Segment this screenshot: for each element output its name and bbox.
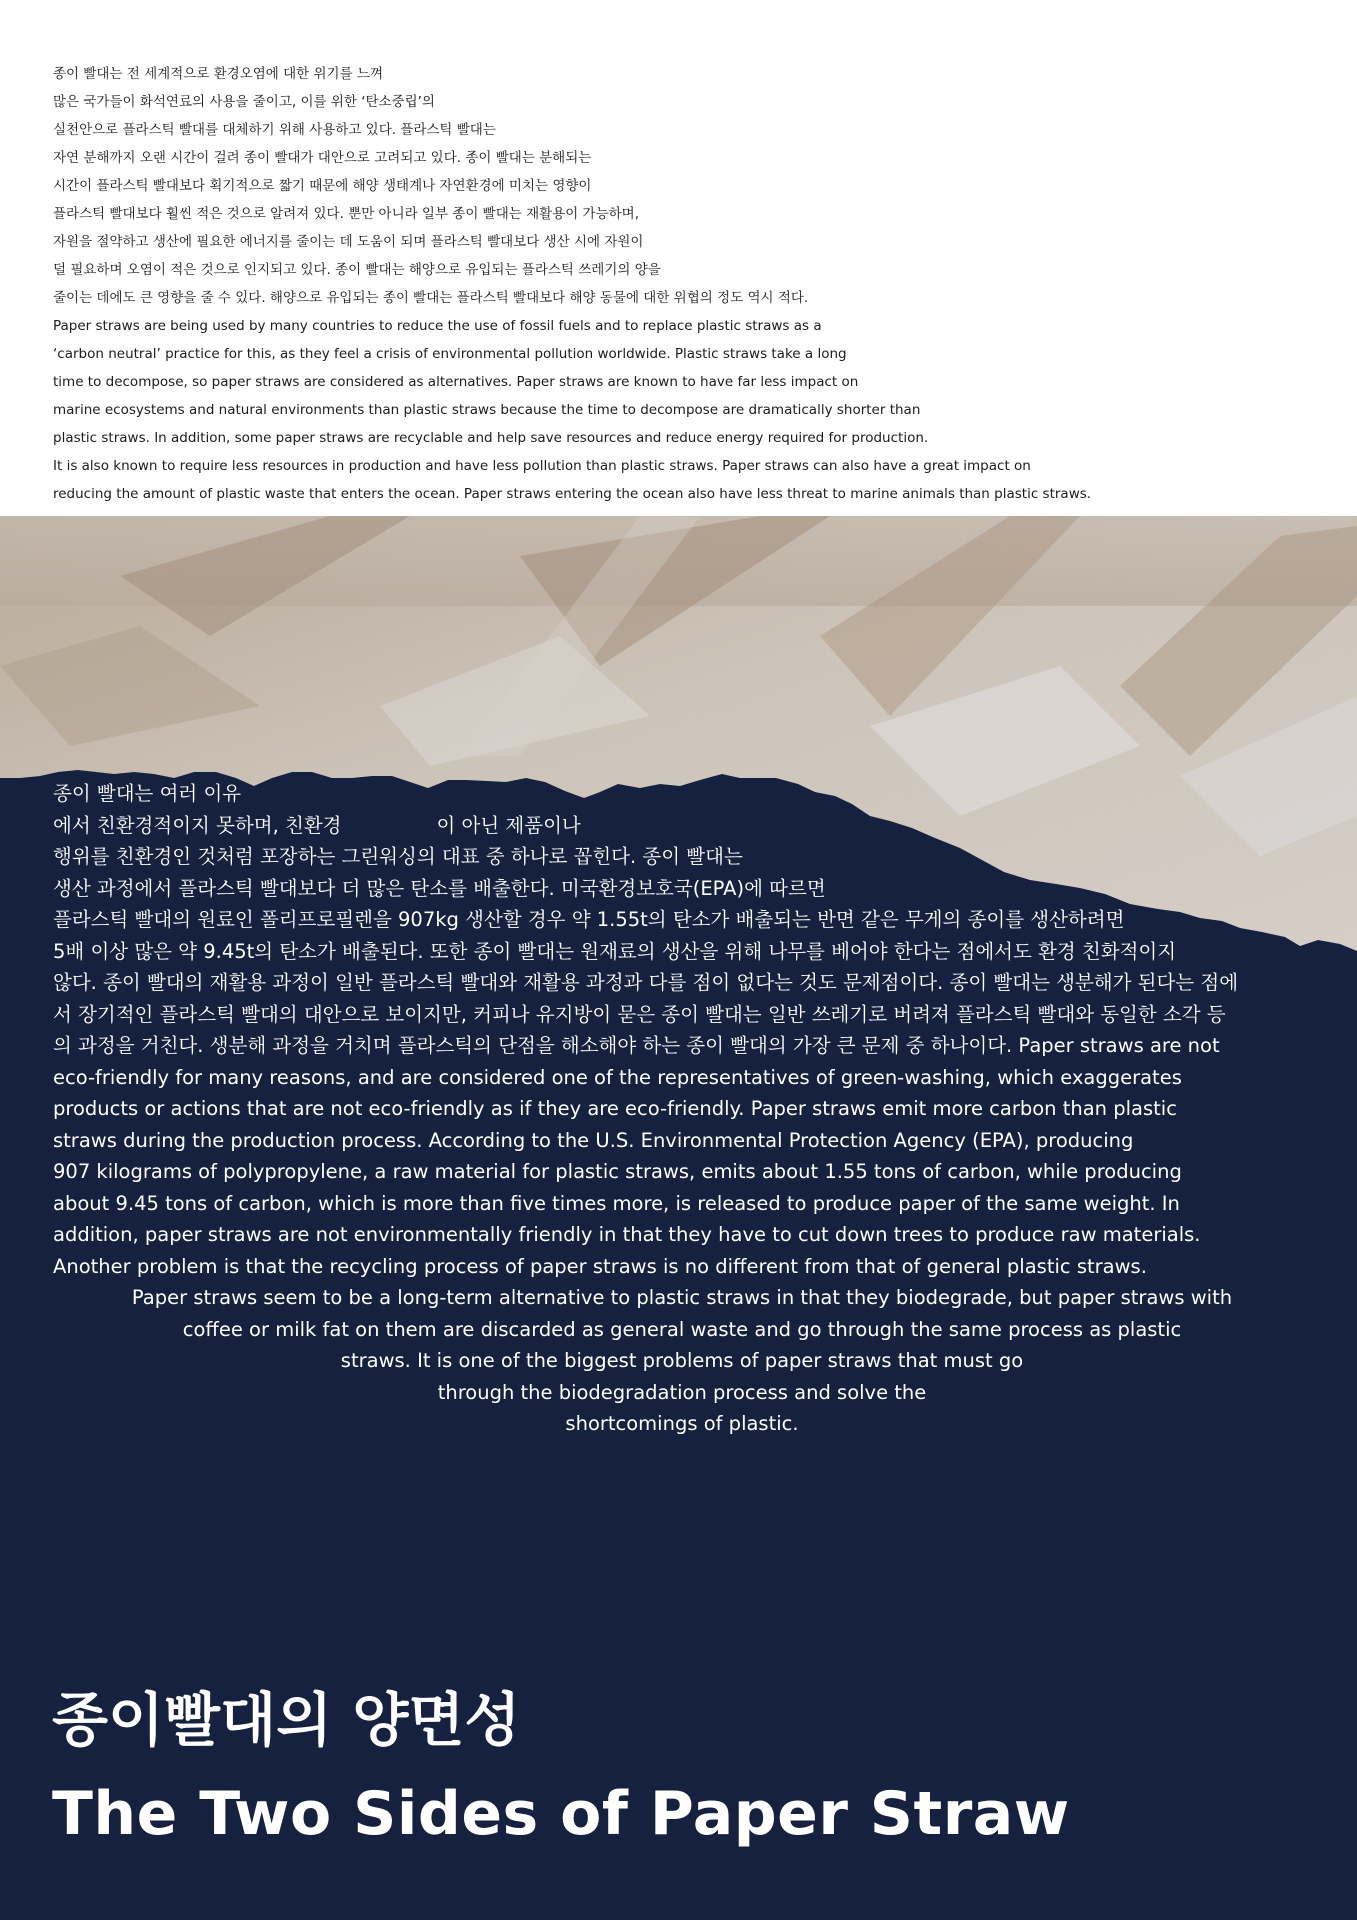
body-line-centered: through the biodegradation process and solve the: [437, 1380, 927, 1404]
body-line: 플라스틱 빨대의 원료인 폴리프로필렌을 907kg 생산할 경우 약 1.55t의 탄소가 배출되는 반면 같은 무게의 종이를 생산하려면: [53, 908, 1125, 931]
body-line: Another problem is that the recycling process of paper straws is no different from that of general plastic straws.: [53, 1254, 1147, 1278]
intro-line: plastic straws. In addition, some paper straws are recyclable and help save resources and reduce energy required for production.: [53, 430, 929, 446]
body-line-part: 이 아닌 제품이나: [436, 813, 581, 837]
body-line: 생산 과정에서 플라스틱 빨대보다 더 많은 탄소를 배출한다. 미국환경보호국(EPA)에 따르면: [53, 876, 826, 900]
intro-line: 종이 빨대는 전 세계적으로 환경오염에 대한 위기를 느껴: [53, 66, 383, 82]
body-line-centered: Paper straws seem to be a long-term alternative to plastic straws in that they biodegrade, but paper straws with: [131, 1286, 1233, 1309]
body-line: 않다. 종이 빨대의 재활용 과정이 일반 플라스틱 빨대와 재활용 과정과 다를 점이 없다는 것도 문제점이다. 종이 빨대는 생분해가 된다는 점에: [53, 971, 1239, 994]
intro-line: marine ecosystems and natural environments than plastic straws because the time to decompose are dramatically shorter than: [53, 402, 921, 418]
body-line: 서 장기적인 플라스틱 빨대의 대안으로 보이지만, 커피나 유지방이 묻은 종이 빨대는 일반 쓰레기로 버려져 플라스틱 빨대와 동일한 소각 등: [53, 1002, 1226, 1026]
intro-line: 플라스틱 빨대보다 훨씬 적은 것으로 알려져 있다. 뿐만 아니라 일부 종이 빨대는 재활용이 가능하며,: [53, 206, 640, 222]
body-line: straws during the production process. According to the U.S. Environmental Protection Agency (EPA), producing: [53, 1128, 1134, 1152]
body-line: 행위를 친환경인 것처럼 포장하는 그린워싱의 대표 중 하나로 꼽힌다. 종이 빨대는: [53, 845, 743, 868]
body-line-split: [53, 810, 1311, 842]
title-english: The Two Sides of Paper Straw: [52, 1779, 1070, 1849]
intro-line: 줄이는 데에도 큰 영향을 줄 수 있다. 해양으로 유입되는 종이 빨대는 플라스틱 빨대보다 해양 동물에 대한 위협의 정도 역시 적다.: [53, 290, 809, 306]
intro-text-block: [53, 60, 1313, 508]
title-korean: 종이빨대의 양면성: [52, 1686, 521, 1754]
intro-line: reducing the amount of plastic waste that enters the ocean. Paper straws entering the ocean also have less threat to marine animals than plastic straws.: [53, 486, 1092, 502]
body-line-centered: coffee or milk fat on them are discarded as general waste and go through the same process as plastic: [182, 1317, 1182, 1341]
intro-line: Paper straws are being used by many countries to reduce the use of fossil fuels and to replace plastic straws as a: [53, 318, 822, 334]
intro-line: 실천안으로 플라스틱 빨대를 대체하기 위해 사용하고 있다. 플라스틱 빨대는: [53, 122, 496, 138]
body-line: eco-friendly for many reasons, and are considered one of the representatives of green-washing, which exaggerates: [53, 1065, 1182, 1089]
intro-line: time to decompose, so paper straws are considered as alternatives. Paper straws are known to have far less impact on: [53, 374, 859, 390]
intro-line: 자연 분해까지 오랜 시간이 걸려 종이 빨대가 대안으로 고려되고 있다. 종이 빨대는 분해되는: [53, 150, 592, 166]
intro-line: 덜 필요하며 오염이 적은 것으로 인지되고 있다. 종이 빨대는 해양으로 유입되는 플라스틱 쓰레기의 양을: [53, 262, 661, 278]
body-line: about 9.45 tons of carbon, which is more than five times more, is released to produce paper of the same weight. In: [53, 1191, 1180, 1215]
body-line: addition, paper straws are not environmentally friendly in that they have to cut down trees to produce raw materials.: [53, 1223, 1201, 1246]
intro-line: 시간이 플라스틱 빨대보다 획기적으로 짧기 때문에 해양 생태계나 자연환경에 미치는 영향이: [53, 178, 592, 194]
body-text-block: [53, 778, 1311, 1440]
body-line-centered: shortcomings of plastic.: [565, 1412, 799, 1435]
body-line-part: 에서 친환경적이지 못하며, 친환경: [53, 813, 342, 837]
intro-line: 자원을 절약하고 생산에 필요한 에너지를 줄이는 데 도움이 되며 플라스틱 빨대보다 생산 시에 자원이: [53, 234, 644, 250]
intro-line: ‘carbon neutral’ practice for this, as they feel a crisis of environmental pollution worldwide. Plastic straws take a long: [53, 346, 847, 362]
body-line: 의 과정을 거친다. 생분해 과정을 거치며 플라스틱의 단점을 해소해야 하는 종이 빨대의 가장 큰 문제 중 하나이다. Paper straws are not: [53, 1034, 1220, 1057]
body-line: products or actions that are not eco-friendly as if they are eco-friendly. Paper straws emit more carbon than plastic: [53, 1097, 1177, 1120]
intro-line: It is also known to require less resources in production and have less pollution than plastic straws. Paper straws can also have a great impact on: [53, 458, 1031, 474]
intro-line: 많은 국가들이 화석연료의 사용을 줄이고, 이를 위한 ‘탄소중립’의: [53, 94, 435, 110]
body-line: 종이 빨대는 여러 이유: [53, 782, 242, 805]
body-line: 907 kilograms of polypropylene, a raw material for plastic straws, emits about 1.55 tons of carbon, while producing: [53, 1160, 1182, 1183]
body-line-centered: straws. It is one of the biggest problems of paper straws that must go: [340, 1349, 1024, 1372]
body-line: 5배 이상 많은 약 9.45t의 탄소가 배출된다. 또한 종이 빨대는 원재료의 생산을 위해 나무를 베어야 한다는 점에서도 환경 친화적이지: [53, 939, 1177, 963]
